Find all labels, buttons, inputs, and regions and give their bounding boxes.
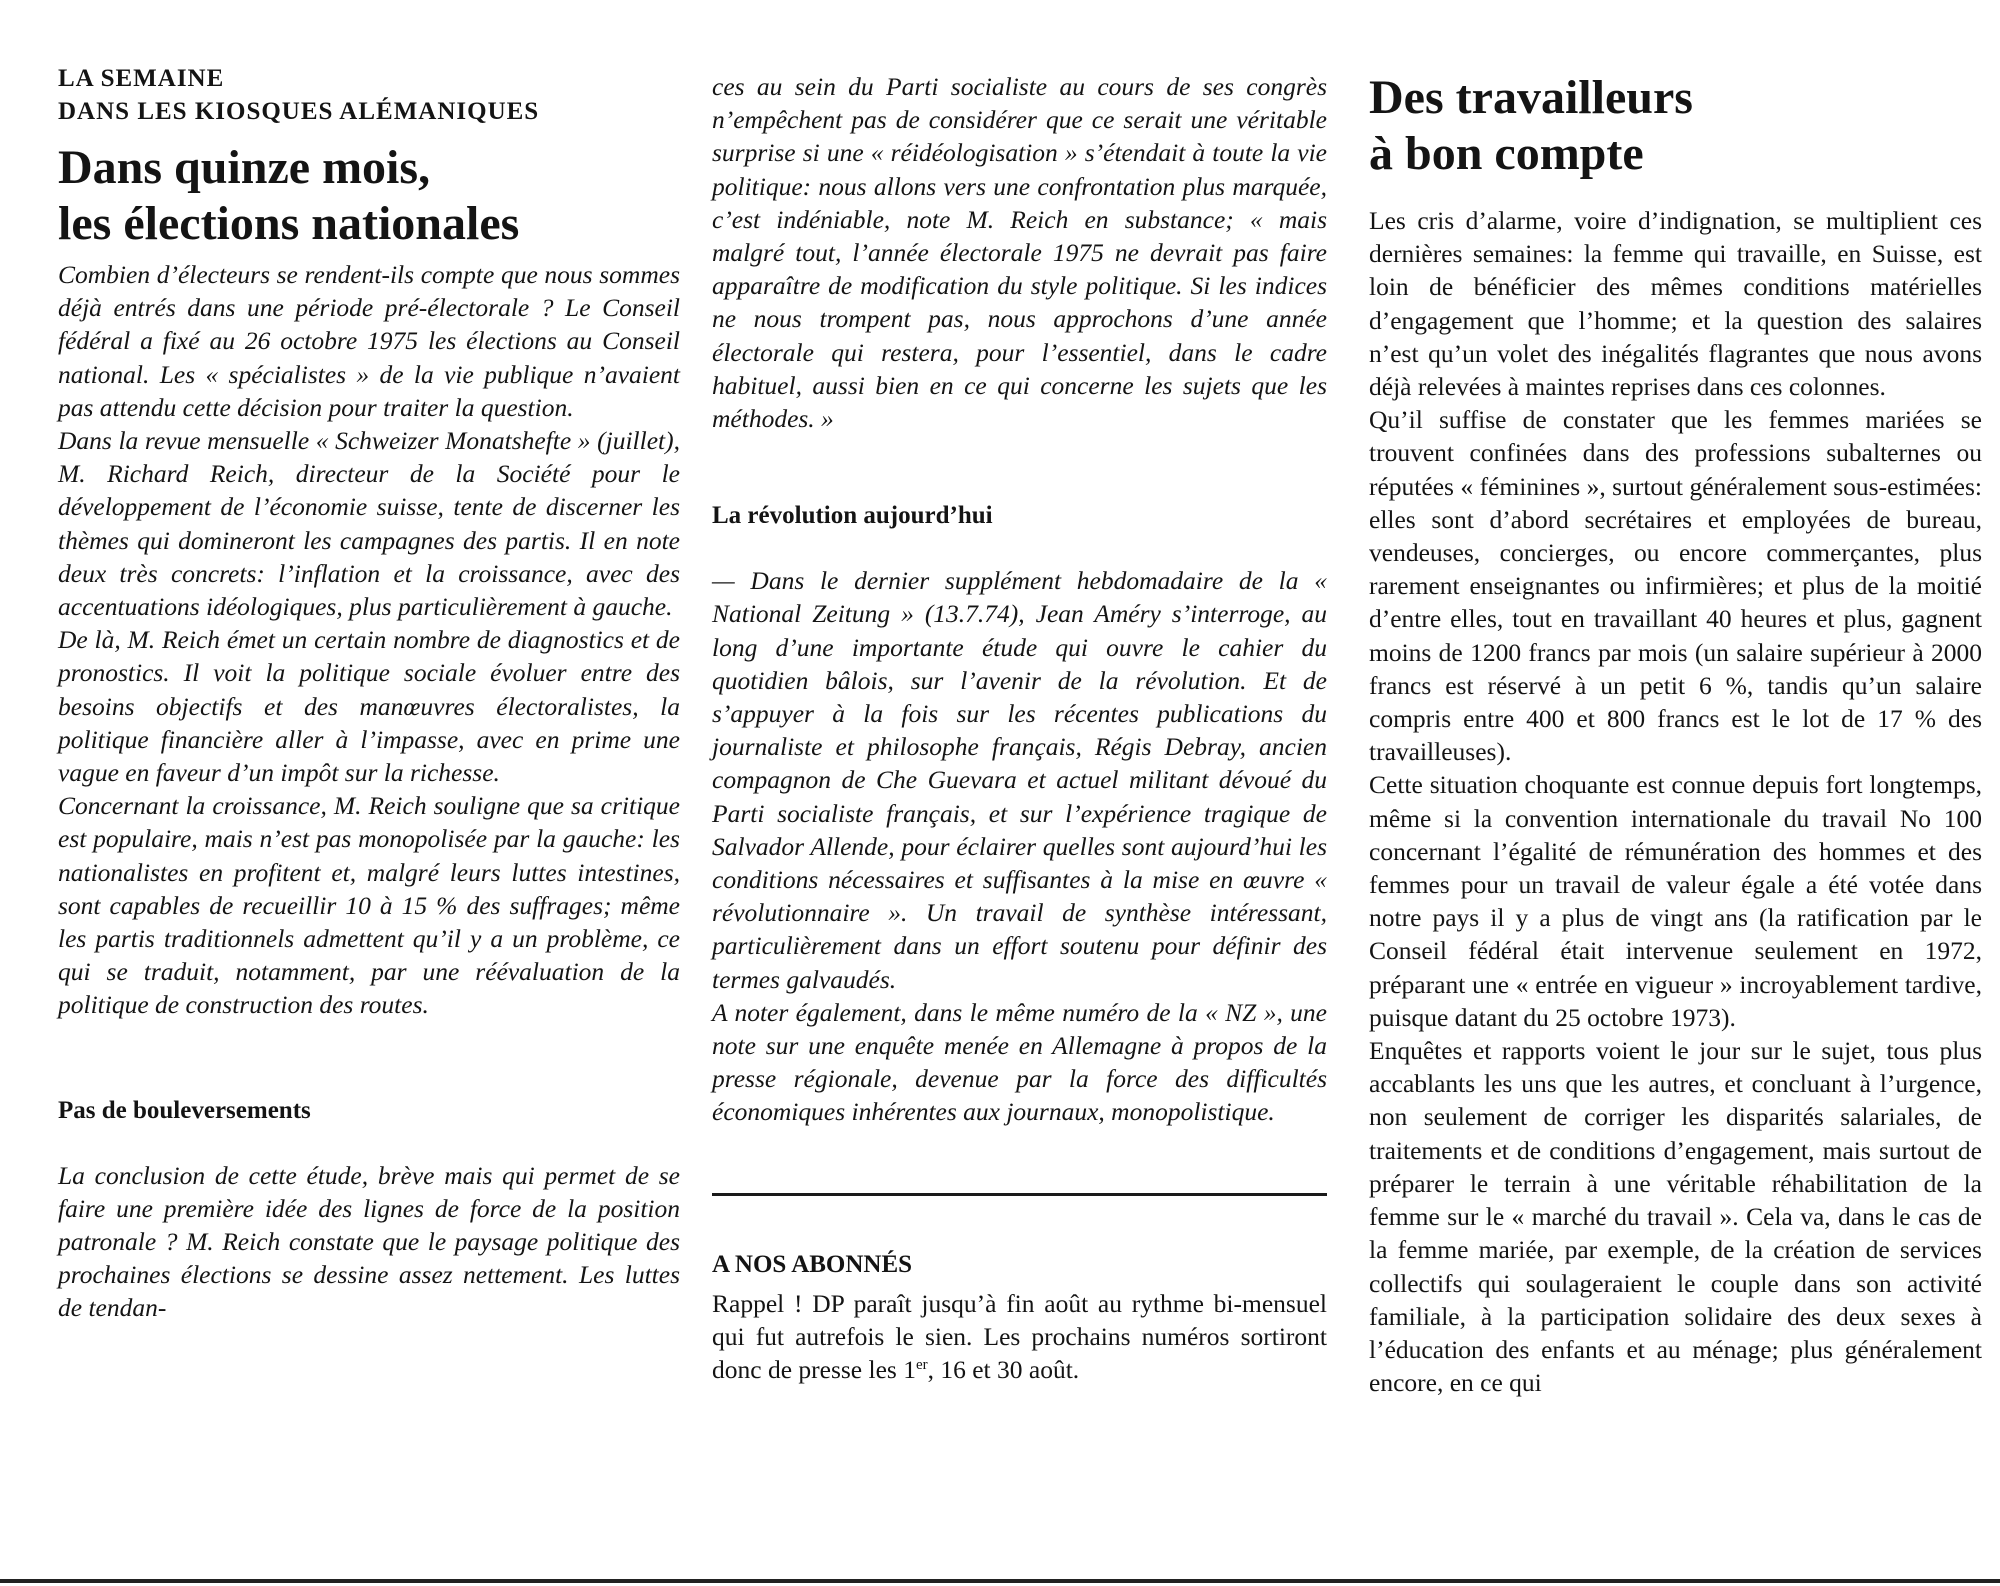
left-paragraph: Dans la revue mensuelle « Schweizer Monatshefte » (juillet), M. Richard Reich, directeur de la Société pour le développement de l’économie suisse, tente de discerner les thèmes qui domineront les campagnes des partis. Il en note deux très concrets: l’inflation et la croissance, avec des accentuations idéologiques, plus particulièrement à gauche.	[58, 426, 680, 622]
notice-text-before: Rappel ! DP paraît jusqu’à fin août au rythme bi-mensuel qui fut autrefois le sien. Les prochains numéros sortiront donc de presse les 1	[712, 1288, 1327, 1385]
right-headline	[1369, 70, 1982, 182]
left-headline-line-2: les élections nationales	[58, 197, 520, 250]
right-paragraph: Qu’il suffise de constater que les femmes mariées se trouvent confinées dans des professions subalternes ou réputées « féminines », surtout généralement sous-estimées: elles sont d’abord secrétaires et employées de bureau, vendeuses, concierges, ou encore commerçantes, plus rarement enseignantes ou infirmières; et plus de la moitié d’entre elles, tout en travaillant 40 heures et plus, gagnent moins de 1200 francs par mois (un salaire supérieur à 2000 francs est réservé à un petit 6 %, tandis qu’un salaire compris entre 400 et 800 francs est le lot de 17 % des travailleuses).	[1369, 405, 1982, 767]
notice-text-after: , 16 et 30 août.	[927, 1355, 1080, 1385]
kicker-line-2: DANS LES KIOSQUES ALÉMANIQUES	[58, 98, 540, 125]
right-article	[1369, 62, 1982, 1399]
left-closing-paragraph: La conclusion de cette étude, brève mais qui permet de se faire une première idée des lignes de force de la position patronale ? M. Reich constate que le paysage politique des prochaines élections se dessine assez nettement. Les luttes de tendan-	[58, 1160, 680, 1323]
middle-body	[712, 564, 1327, 1128]
right-paragraph: Enquêtes et rapports voient le jour sur le sujet, tous plus accablants les uns que les autres, et concluant à l’urgence, non seulement de corriger les disparités salariales, de traitements et de conditions d’engagement, mais surtout de préparer le terrain à une véritable réhabilitation de la femme sur le « marché du travail ». Cela va, dans le cas de la femme mariée, par exemple, de la création de services collectifs qui soulageraient le couple dans son activité familiale, à la participation solidaire des deux sexes à l’éducation des enfants et au ménage; plus généralement encore, en ce qui	[1369, 1036, 1982, 1398]
right-headline-line-1: Des travailleurs	[1369, 71, 1693, 124]
middle-subhead: La révolution aujourd’hui	[712, 502, 993, 530]
notice-heading: A NOS ABONNÉS	[712, 1250, 913, 1278]
kicker-line-1: LA SEMAINE	[58, 65, 225, 92]
section-divider	[712, 1193, 1327, 1196]
left-closing	[58, 1159, 680, 1325]
notice-body	[712, 1287, 1327, 1387]
right-paragraph: Les cris d’alarme, voire d’indignation, se multiplient ces dernières semaines: la femme qui travaille, en Suisse, est loin de bénéficier des mêmes conditions matérielles d’engagement que l’homme; et la question des salaires n’est qu’un volet des inégalités flagrantes que nous avons déjà relevées à maintes reprises dans ces colonnes.	[1369, 206, 1982, 402]
continuation-paragraph: ces au sein du Parti socialiste au cours de ses congrès n’empêchent pas de considérer que ce serait une véritable surprise si une « réidéologisation » s’étendait à toute la vie politique: nous allons vers une confrontation plus marquée, c’est indéniable, note M. Reich en substance; « mais malgré tout, l’année électorale 1975 ne devrait pas faire apparaître de modification du style politique. Si les indices ne nous trompent pas, nous approchons d’une année électorale qui restera, pour l’essentiel, dans le cadre habituel, aussi bien en ce qui concerne les sujets que les méthodes. »	[712, 72, 1327, 434]
left-headline	[58, 140, 680, 252]
left-paragraph: Concernant la croissance, M. Reich souligne que sa critique est populaire, mais n’est pas monopolisée par la gauche: les nationalistes en profitent et, malgré leurs luttes intestines, sont capables de recueillir 10 à 15 % des suffrages; même les partis traditionnels admettent qu’il y a un problème, ce qui se traduit, notamment, par une réévaluation de la politique de construction des routes.	[58, 791, 680, 1020]
left-subhead: Pas de bouleversements	[58, 1096, 311, 1124]
revolution-paragraph: — Dans le dernier supplément hebdomadaire de la « National Zeitung » (13.7.74), Jean Améry s’interroge, au long d’une importante étude qui ouvre le cahier du quotidien bâlois, sur l’avenir de la révolution. Et de s’appuyer à la fois sur les récentes publications du journaliste et philosophe français, Régis Debray, ancien compagnon de Che Guevara et actuel militant dévoué du Parti socialiste français, et sur l’expérience tragique de Salvador Allende, pour éclairer quelles sont aujourd’hui les conditions nécessaires et suffisantes à la mise en œuvre « révolutionnaire ». Un travail de synthèse intéressant, particulièrement dans un effort soutenu pour définir des termes galvaudés.	[712, 566, 1327, 994]
left-paragraph: De là, M. Reich émet un certain nombre de diagnostics et de pronostics. Il voit la politique sociale évoluer entre des besoins objectifs et des manœuvres électoralistes, la politique financière aller à l’impasse, avec en prime une vague en faveur d’un impôt sur la richesse.	[58, 625, 680, 788]
right-body	[1369, 204, 1982, 1399]
notice-superscript: er	[915, 1357, 928, 1374]
notice-paragraph	[712, 1287, 1327, 1387]
left-body	[58, 258, 680, 1022]
left-headline-line-1: Dans quinze mois,	[58, 141, 431, 194]
note-paragraph: A noter également, dans le même numéro de la « NZ », une note sur une enquête menée en Allemagne à propos de la presse régionale, devenue par la force des difficultés économiques inhérentes aux journaux, monopolistique.	[712, 997, 1327, 1127]
page-bottom-rule	[0, 1579, 2000, 1583]
right-headline-line-2: à bon compte	[1369, 127, 1644, 180]
middle-column	[712, 70, 1327, 1386]
left-paragraph: Combien d’électeurs se rendent-ils compte que nous sommes déjà entrés dans une période pré-électorale ? Le Conseil fédéral a fixé au 26 octobre 1975 les élections au Conseil national. Les « spécialistes » de la vie publique n’avaient pas attendu cette décision pour traiter la question.	[58, 260, 680, 422]
left-article	[58, 62, 680, 1325]
middle-continuation	[712, 70, 1327, 435]
kicker	[58, 62, 680, 128]
right-paragraph: Cette situation choquante est connue depuis fort longtemps, même si la convention internationale du travail No 100 concernant l’égalité de rémunération des hommes et des femmes pour un travail de valeur égale a été votée dans notre pays il y a plus de vingt ans (la ratification par le Conseil fédéral était intervenue seulement en 1972, préparant une « entrée en vigueur » incroyablement tardive, puisque datant du 25 octobre 1973).	[1369, 770, 1982, 1032]
